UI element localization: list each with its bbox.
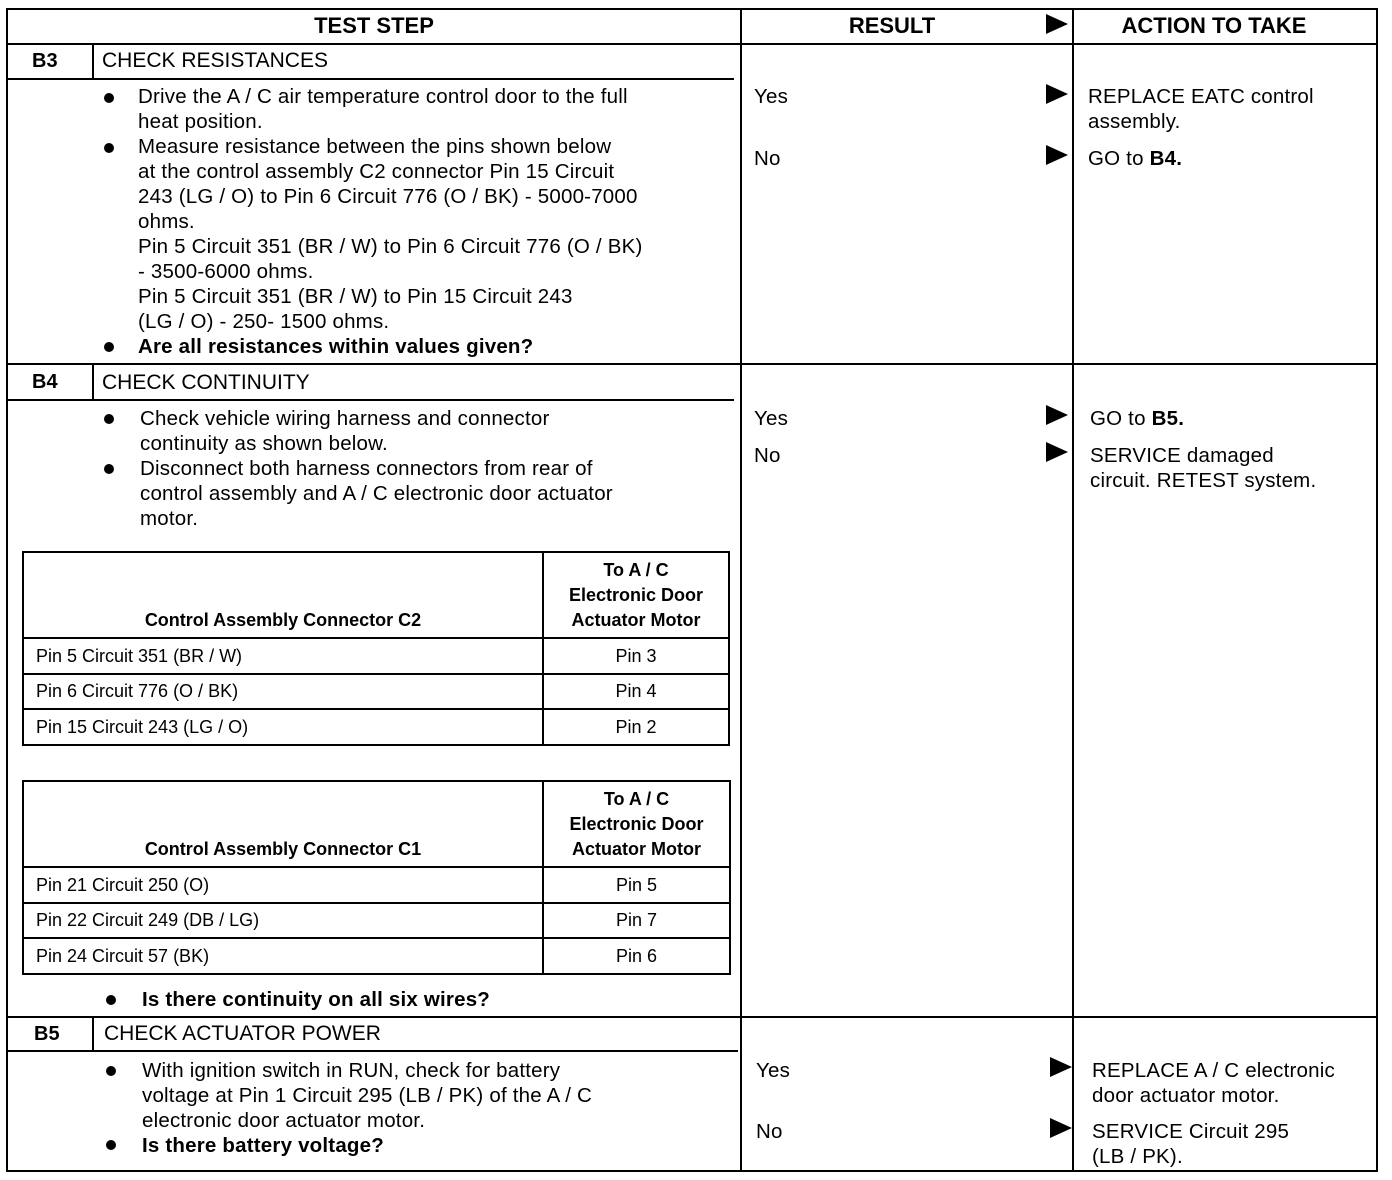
test-step-right-border <box>740 8 742 1172</box>
b5-id-divider <box>92 1017 94 1050</box>
b4-result-yes: Yes <box>754 407 789 430</box>
b5-result-yes: Yes <box>756 1059 791 1082</box>
table-row: Pin 5 Circuit 351 (BR / W) Pin 3 <box>23 638 729 674</box>
table-row: Pin 22 Circuit 249 (DB / LG) Pin 7 <box>23 903 730 938</box>
table-row: Pin 21 Circuit 250 (O) Pin 5 <box>23 867 730 903</box>
table-right-border <box>1376 8 1378 1172</box>
table-left-border <box>6 8 8 1172</box>
b4-step-title: CHECK CONTINUITY <box>102 371 310 394</box>
b4-action-no: SERVICE damaged circuit. RETEST system. <box>1090 444 1317 492</box>
bullet-icon <box>106 1066 116 1076</box>
b3-result-no: No <box>754 147 781 170</box>
bullet-icon <box>106 995 116 1005</box>
bullet-icon <box>104 93 114 103</box>
header-arrow-icon <box>1046 14 1068 34</box>
b5-action-yes: REPLACE A / C electronic door actuator motor. <box>1092 1059 1335 1107</box>
b5-result-no: No <box>756 1120 783 1143</box>
b3-action-no: GO to B4. <box>1088 147 1183 170</box>
b4-result-no: No <box>754 444 781 467</box>
b4-id-divider <box>92 364 94 399</box>
arrow-right-icon <box>1050 1118 1072 1138</box>
b4-step-id: B4 <box>32 371 58 393</box>
b3-question: Are all resistances within values given? <box>138 335 534 358</box>
arrow-right-icon <box>1046 405 1068 425</box>
arrow-right-icon <box>1046 145 1068 165</box>
b3-action-yes: REPLACE EATC control assembly. <box>1088 85 1314 133</box>
b4-bottom-border <box>6 1016 1378 1018</box>
c1-header-right: To A / C Electronic Door Actuator Motor <box>543 781 730 867</box>
bullet-icon <box>104 464 114 474</box>
connector-c1-table <box>22 780 731 975</box>
b5-action-no: SERVICE Circuit 295 (LB / PK). <box>1092 1120 1290 1168</box>
arrow-right-icon <box>1050 1057 1072 1077</box>
b5-question: Is there battery voltage? <box>142 1134 384 1157</box>
bullet-icon <box>104 414 114 424</box>
b3-bottom-border <box>6 363 1378 365</box>
b5-step-title: CHECK ACTUATOR POWER <box>104 1022 381 1045</box>
header-action: ACTION TO TAKE <box>1121 13 1307 38</box>
bullet-icon <box>104 342 114 352</box>
arrow-right-icon <box>1046 84 1068 104</box>
arrow-right-icon <box>1046 442 1068 462</box>
connector-c2-table <box>22 551 730 746</box>
header-test-step: TEST STEP <box>314 13 434 38</box>
b4-action-yes: GO to B5. <box>1090 407 1185 430</box>
header-result: RESULT <box>848 13 936 38</box>
b3-instructions: Drive the A / C air temperature control door to the full heat position. Measure resistance between the pins shown below at the control assembly C2 connector Pin 15 Circuit 243 (LG / O) to Pin 6 Circuit 776 (O / BK) - 5000-7000 ohms. Pin 5 Circuit 351 (BR / W) to Pin 6 Circuit 776 (O / BK) - 3500-6000 ohms. Pin 5 Circuit 351 (BR / W) to Pin 15 Circuit 243 (LG / O) - 250- 1500 ohms. Are all resistances within values given? <box>138 84 738 359</box>
b3-step-id: B3 <box>32 50 58 72</box>
b3-id-divider <box>92 44 94 78</box>
b4-question: Is there continuity on all six wires? <box>142 988 491 1011</box>
table-row: Pin 24 Circuit 57 (BK) Pin 6 <box>23 938 730 974</box>
b3-step-title: CHECK RESISTANCES <box>102 49 328 72</box>
c2-header-left: Control Assembly Connector C2 <box>23 552 543 638</box>
b4-title-rule <box>6 399 734 401</box>
table-bottom-border <box>6 1170 1378 1172</box>
bullet-icon <box>106 1140 116 1150</box>
bullet-icon <box>104 143 114 153</box>
b4-instructions: Check vehicle wiring harness and connector continuity as shown below. Disconnect both harness connectors from rear of control assembly and A / C electronic door actuator motor. <box>140 407 613 530</box>
b5-title-rule <box>6 1050 738 1052</box>
b5-instructions: With ignition switch in RUN, check for battery voltage at Pin 1 Circuit 295 (LB / PK) of the A / C electronic door actuator motor. Is there battery voltage? <box>142 1058 736 1158</box>
result-right-border <box>1072 8 1074 1172</box>
b3-result-yes: Yes <box>754 85 789 108</box>
c2-header-right: To A / C Electronic Door Actuator Motor <box>543 552 729 638</box>
table-row: Pin 15 Circuit 243 (LG / O) Pin 2 <box>23 709 729 745</box>
b5-step-id: B5 <box>34 1023 60 1045</box>
table-row: Pin 6 Circuit 776 (O / BK) Pin 4 <box>23 674 729 709</box>
c1-header-left: Control Assembly Connector C1 <box>23 781 543 867</box>
b3-title-rule <box>6 78 734 80</box>
